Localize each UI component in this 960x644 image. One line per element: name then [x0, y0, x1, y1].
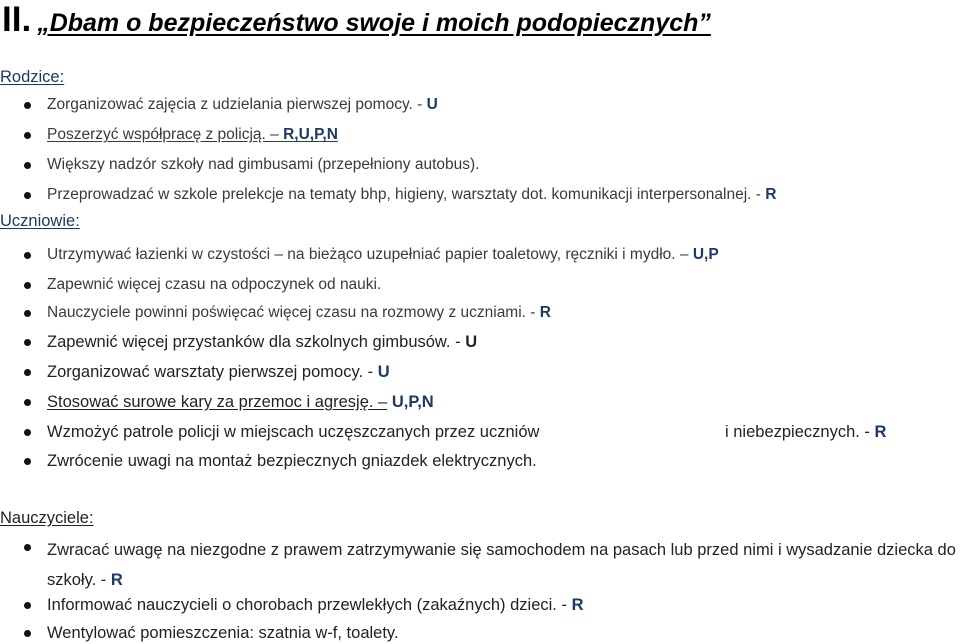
title-number: II.	[2, 0, 32, 39]
bullet-icon	[24, 429, 31, 436]
bullet-icon	[24, 282, 31, 289]
page-title	[2, 0, 711, 43]
section-heading-teachers: Nauczyciele:	[0, 509, 94, 527]
list-item: Zwracać uwagę na niezgodne z prawem zatrzymywanie się samochodem na pasach lub przed nimi i wysadzanie dziecka do szkoły. - R	[24, 535, 960, 597]
title-text: „Dbam o bezpieczeństwo swoje i moich podopiecznych”	[37, 9, 711, 37]
bullet-icon	[24, 192, 31, 199]
bullet-icon	[24, 162, 31, 169]
bullet-icon	[24, 458, 31, 465]
section-heading-students: Uczniowie:	[0, 212, 80, 230]
bullet-icon	[24, 310, 31, 317]
document-page: II. „Dbam o bezpieczeństwo swoje i moich podopiecznych” Rodzice: Zorganizować zajęcia z udzielania pierwszej pomocy. - U Poszerzyć współpracę z policją. – R,U,P,N Większy nadzór szkoły nad gimbusami (przepełniony autobus). Przeprowadzać w szkole prelekcje na tematy bhp, higieny, warsztaty dot. komunikacji interpersonalnej. - R Uczniowie: Utrzymywać łazienki w czystości – na bieżąco uzupełniać papier toaletowy, ręczniki i mydło. – U,P Zapewnić więcej czasu na odpoczynek od nauki. Nauczyciele powinni poświęcać więcej czasu na rozmowy z uczniami. - R Zapewnić więcej przystanków dla szkolnych gimbusów. - U Zorganizować warsztaty pierwszej pomocy. - U Stosować surowe kary za przemoc i agresję. – U,P,N Wzmożyć patrole policji w miejscach uczęszczanych przez uczniów i niebezpiecznych. - R Zwrócenie uwagi na montaż bezpiecznych gniazdek elektrycznych. Nauczyciele: Zwracać uwagę na niezgodne z prawem zatrzymywanie się samochodem na pasach lub przed nimi i wysadzanie dziecka do szkoły. - R Informować nauczycieli o chorobach przewlekłych (zakaźnych) dzieci. - R Wentylować pomieszczenia: szatnia w-f, toalety.	[0, 0, 960, 644]
bullet-icon	[24, 630, 31, 637]
bullet-icon	[24, 102, 31, 109]
bullet-icon	[24, 339, 31, 346]
bullet-icon	[24, 132, 31, 139]
bullet-icon	[24, 369, 31, 376]
bullet-icon	[24, 544, 31, 551]
bullet-icon	[24, 602, 31, 609]
section-heading-parents: Rodzice:	[0, 68, 65, 86]
bullet-icon	[24, 252, 31, 259]
bullet-icon	[24, 399, 31, 406]
